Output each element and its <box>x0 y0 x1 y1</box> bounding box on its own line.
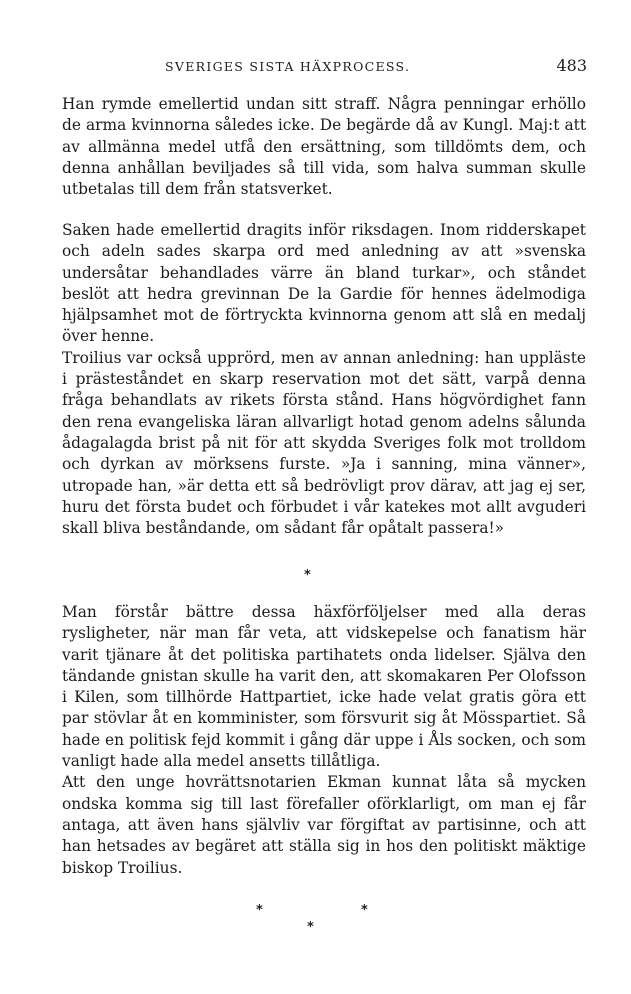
text-section-1 <box>62 94 586 200</box>
paragraph: Troilius var också upprörd, men av annan anledning: han uppläste i prästeståndet en skarp reservation mot det sätt, varpå denna fråga behandlats av rikets första stånd. Hans högvördighet fann den rena evangeliska läran allvarligt hotad genom adelns sålunda ådagalagda brist på nit för att skydda Sveriges folk mot trolldom och dyrkan av mörksens furste. »Ja i sanning, mina vänner», utropade han, »är detta ett så bedrövligt prov därav, att jag ej ser, huru det första budet och förbudet i vår katekes mot allt avguderi skall bliva beståndande, om sådant får opåtalt passera!» <box>62 348 586 538</box>
paragraph: Man förstår bättre dessa häxförföljelser med alla deras rysligheter, när man får veta, att vidskepelse och fanatism här varit tjänare åt det politiska partihatets onda lidelser. Själva den tändande gnistan skulle ha varit den, att skomakaren Per Olofsson i Kilen, som tillhörde Hattpartiet, icke hade velat gratis göra ett par stövlar åt en komminister, som försvurit sig åt Mösspartiet. Så hade en politisk fejd kommit i gång där uppe i Åls socken, och som vanligt hade alla medel ansetts tillåtliga. <box>62 603 586 771</box>
end-ornament-star-left: * <box>256 903 263 918</box>
paragraph: Att den unge hovrättsnotarien Ekman kunnat låta så mycken ondska komma sig till last förefaller oförklarligt, om man ej får antaga, att även hans självliv var förgiftat av partisinne, och att han hetsades av begäret att ställa sig in hos den politiskt mäktige biskop Troilius. <box>62 773 586 877</box>
end-ornament-star-bottom: * <box>307 920 314 935</box>
paragraph: Han rymde emellertid undan sitt straff. Några penningar erhöllo de arma kvinnorna således icke. De begärde då av Kungl. Maj:t att av allmänna medel utfå den ersättning, som tilldömts dem, och denna anhållan beviljades så till vida, som halva summan skulle utbetalas till dem från statsverket. <box>62 95 586 199</box>
page-number: 483 <box>556 56 587 75</box>
running-title: SVERIGES SISTA HÄXPROCESS. <box>165 59 411 74</box>
section-separator-star: * <box>304 568 311 583</box>
end-ornament-star-right: * <box>361 903 368 918</box>
paragraph: Saken hade emellertid dragits inför riksdagen. Inom ridderskapet och adeln sades skarpa ord med anledning av att »svenska undersåtar behandlades värre än bland turkar», och ståndet beslöt att hedra grevinnan De la Gardie för hennes ädelmodiga hjälpsamhet mot de förtryckta kvinnorna genom att slå en medalj över henne. <box>62 221 586 346</box>
text-section-2 <box>62 220 586 539</box>
text-section-3 <box>62 602 586 879</box>
